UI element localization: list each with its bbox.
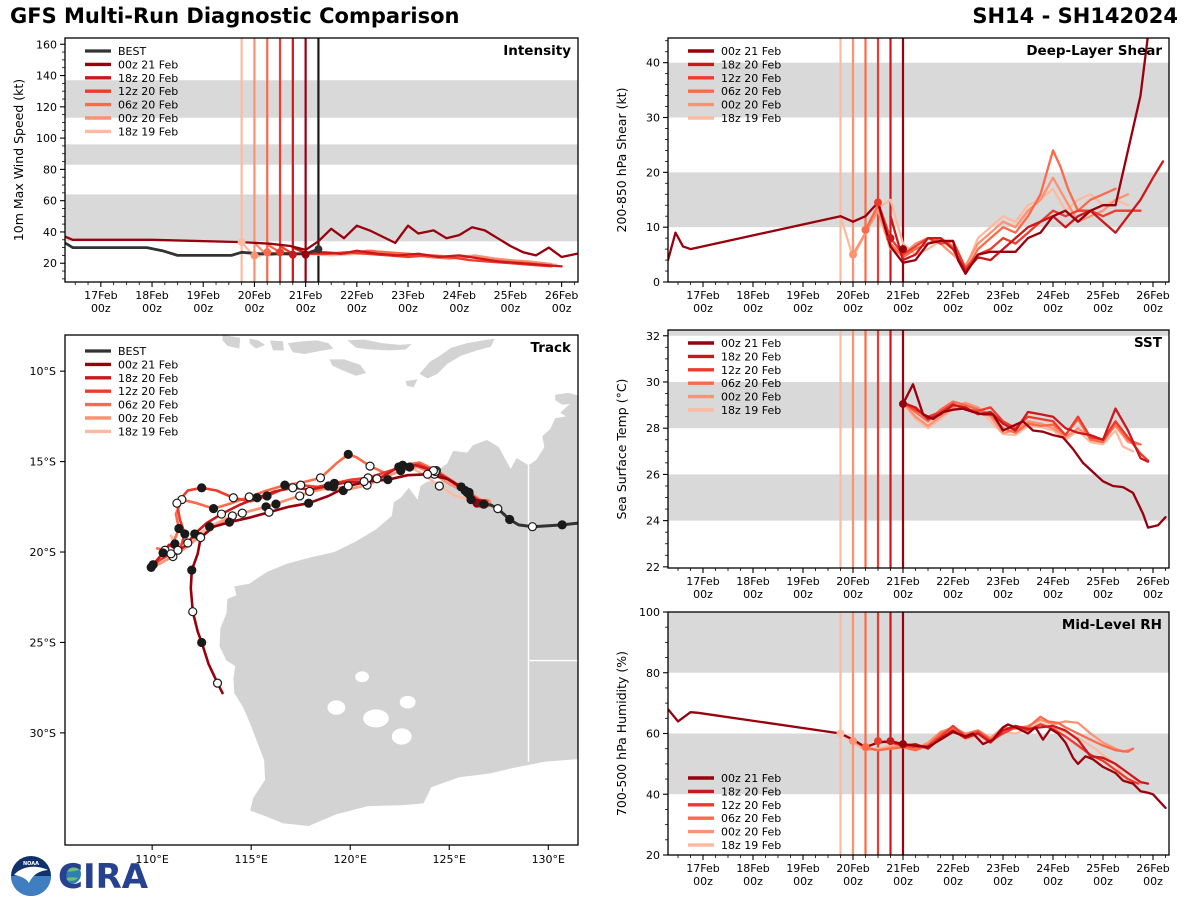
track-00z-marker [210,505,218,513]
intensity-category-band [65,194,578,241]
track-00z-marker [198,638,206,646]
track-12z-marker [229,494,237,502]
svg-text:00z: 00z [993,875,1013,888]
track-12z-marker [173,499,181,507]
deep_layer_shear-panel [614,35,1170,315]
track-00z-marker [263,492,271,500]
track-12z-marker [238,509,246,517]
svg-text:25Feb: 25Feb [1086,289,1120,302]
svg-text:60: 60 [646,727,660,741]
svg-text:00z: 00z [893,302,913,315]
svg-text:00z: 00z [743,588,763,601]
legend-label-00z20: 00z 20 Feb [118,112,179,125]
svg-text:23Feb: 23Feb [986,575,1020,588]
svg-text:40: 40 [43,225,57,239]
svg-text:15°S: 15°S [29,455,56,469]
svg-text:80: 80 [646,666,660,680]
map-area [147,335,579,826]
sst-y-label: Sea Surface Temp (°C) [614,378,629,520]
track-12z-marker [245,493,253,501]
svg-text:20°S: 20°S [29,546,56,560]
intensity-init-dot-00z21 [302,251,310,259]
svg-text:18Feb: 18Feb [135,289,169,302]
legend-label-18z19: 18z 19 Feb [118,125,179,139]
svg-text:10°S: 10°S [29,365,56,379]
svg-text:20Feb: 20Feb [836,862,870,875]
svg-text:00z: 00z [993,302,1013,315]
svg-text:00z: 00z [90,302,111,315]
svg-text:21Feb: 21Feb [886,862,920,875]
intensity-init-dot-best [314,245,322,253]
legend-label-00z20: 00z 20 Feb [721,825,782,839]
svg-text:100: 100 [36,132,57,146]
footer-logos [8,853,178,899]
svg-text:00z: 00z [943,875,963,888]
svg-text:17Feb: 17Feb [686,862,720,875]
svg-text:00z: 00z [244,302,265,315]
svg-text:25Feb: 25Feb [1086,862,1120,875]
track-00z-marker [480,500,488,508]
deep_layer_shear-category-band [668,172,1169,227]
svg-text:00z: 00z [743,875,763,888]
track-00z-marker [149,561,157,569]
landmass-8 [406,379,418,387]
legend-label-18z20: 18z 20 Feb [118,71,179,85]
svg-text:22Feb: 22Feb [936,862,970,875]
sst-category-band [668,330,1169,336]
landmass-9 [555,393,579,405]
svg-text:19Feb: 19Feb [186,289,220,302]
mid_level_rh-init-dot-06z20 [862,743,870,751]
svg-text:00z: 00z [142,302,162,315]
legend-label-18z19: 18z 19 Feb [721,839,782,852]
lake [355,671,369,682]
deep_layer_shear-init-dot-00z21 [899,245,907,253]
svg-text:18Feb: 18Feb [736,862,770,875]
track-12z-marker [289,484,297,492]
track-12z-marker [265,508,273,516]
svg-text:19Feb: 19Feb [786,862,820,875]
svg-text:00z: 00z [1093,302,1113,315]
sst-x-axis [678,568,1170,601]
legend-label-06z20: 06z 20 Feb [118,98,179,112]
sst-panel [614,330,1170,601]
track-00z-marker [206,523,214,531]
track-00z-marker [324,482,332,490]
sst-y-axis [646,330,668,574]
svg-text:26Feb: 26Feb [1136,862,1170,875]
svg-text:20Feb: 20Feb [836,575,870,588]
track-00z-marker [198,484,206,492]
svg-text:24Feb: 24Feb [1036,575,1070,588]
legend-label-00z21: 00z 21 Feb [118,58,179,72]
storm-id-title: SH14 - SH142024 [972,4,1178,28]
svg-text:23Feb: 23Feb [391,289,425,302]
track-00z-marker [272,500,280,508]
track-12z-marker [528,523,536,531]
cira-wordmark: CIRA [58,857,149,897]
svg-text:19Feb: 19Feb [786,575,820,588]
legend-label-06z20: 06z 20 Feb [721,812,782,826]
legend-label-12z20: 12z 20 Feb [721,363,782,377]
svg-text:18Feb: 18Feb [736,575,770,588]
deep_layer_shear-panel-title: Deep-Layer Shear [1026,43,1162,59]
mid_level_rh-y-label: 700-500 hPa Humidity (%) [614,650,629,817]
landmass-5 [347,340,411,351]
legend-label-06z20: 06z 20 Feb [118,398,179,412]
svg-text:30: 30 [646,111,660,125]
sst-init-dot-00z21 [899,400,907,408]
intensity-x-axis [75,282,578,315]
svg-text:00z: 00z [1143,875,1163,888]
svg-text:00z: 00z [943,588,963,601]
legend-label-12z20: 12z 20 Feb [118,385,179,399]
track-12z-marker [297,481,305,489]
deep_layer_shear-init-dot-06z20 [862,226,870,234]
track-12z-marker [366,462,374,470]
svg-text:125°E: 125°E [432,853,466,866]
legend-label-00z20: 00z 20 Feb [721,98,782,112]
svg-text:17Feb: 17Feb [84,289,118,302]
mid_level_rh-init-dot-00z20 [849,737,857,745]
svg-text:110°E: 110°E [135,853,169,866]
intensity-init-dot-06z20 [263,248,271,256]
legend-label-best: BEST [118,45,147,58]
svg-text:22Feb: 22Feb [936,575,970,588]
track-12z-marker [174,546,182,554]
svg-text:00z: 00z [893,588,913,601]
legend-label-00z21: 00z 21 Feb [721,337,782,350]
intensity-category-band [65,144,578,164]
svg-text:26: 26 [646,468,660,482]
sst-init-lines [841,330,904,568]
svg-text:23Feb: 23Feb [986,289,1020,302]
svg-text:00z: 00z [993,588,1013,601]
legend-label-00z21: 00z 21 Feb [721,772,782,785]
legend-label-18z20: 18z 20 Feb [721,785,782,799]
svg-text:30°S: 30°S [29,726,56,740]
svg-text:00z: 00z [551,302,572,315]
legend-label-18z19: 18z 19 Feb [721,404,782,417]
mid_level_rh-panel-title: Mid-Level RH [1061,617,1162,633]
intensity-legend [85,45,178,138]
svg-text:26Feb: 26Feb [1136,575,1170,588]
svg-text:23Feb: 23Feb [986,862,1020,875]
landmass-1 [223,335,241,349]
svg-text:21Feb: 21Feb [886,289,920,302]
intensity-init-dot-00z20 [250,251,258,259]
svg-text:00z: 00z [449,302,470,315]
track-00z-marker [188,566,196,574]
svg-text:00z: 00z [500,302,521,315]
lake [392,728,412,744]
lake [400,696,416,709]
svg-text:26Feb: 26Feb [1136,289,1170,302]
svg-text:00z: 00z [843,302,863,315]
svg-text:24Feb: 24Feb [442,289,476,302]
legend-label-00z21: 00z 21 Feb [721,45,782,58]
track-00z-marker [281,481,289,489]
legend-label-00z20: 00z 20 Feb [721,390,782,404]
mid_level_rh-init-dot-18z20 [887,737,895,745]
svg-text:18Feb: 18Feb [736,289,770,302]
track-12z-marker [306,487,314,495]
legend-label-12z20: 12z 20 Feb [721,71,782,85]
track-12z-marker [189,608,197,616]
landmass-6 [329,359,366,375]
track-12z-marker [317,474,325,482]
track-panel-title: Track [530,340,571,356]
svg-text:00z: 00z [1143,588,1163,601]
svg-text:130°E: 130°E [531,853,566,866]
svg-text:21Feb: 21Feb [288,289,323,302]
track-panel [30,335,579,866]
lake [363,709,389,727]
page-title: GFS Multi-Run Diagnostic Comparison [10,4,460,28]
legend-label-12z20: 12z 20 Feb [721,798,782,812]
mid_level_rh-y-axis [639,606,668,862]
svg-text:00z: 00z [793,588,813,601]
track-12z-marker [344,482,352,490]
svg-text:25°S: 25°S [29,636,56,650]
svg-text:20Feb: 20Feb [237,289,272,302]
mid_level_rh-init-dot-18z19 [837,730,845,738]
sst-category-band [668,474,1169,520]
track-00z-marker [305,499,313,507]
mid_level_rh-x-axis [678,855,1170,888]
track-12z-marker [494,505,502,513]
svg-text:160: 160 [36,38,57,52]
svg-text:00z: 00z [1043,302,1063,315]
intensity-y-axis [36,38,65,279]
svg-text:60: 60 [43,194,57,208]
track-00z-marker [181,530,189,538]
legend-label-18z20: 18z 20 Feb [721,58,782,72]
svg-text:20: 20 [646,166,660,180]
svg-text:00z: 00z [743,302,763,315]
deep_layer_shear-init-dot-00z20 [849,251,857,259]
svg-text:24Feb: 24Feb [1036,289,1070,302]
track-00z-marker [395,463,403,471]
landmass-4 [288,340,334,354]
legend-label-best: BEST [118,345,147,358]
intensity-panel [11,38,578,315]
svg-text:00z: 00z [693,302,713,315]
svg-text:21Feb: 21Feb [886,575,920,588]
cira-logo-icon [58,857,149,897]
svg-text:00z: 00z [793,875,813,888]
svg-text:00z: 00z [1093,588,1113,601]
svg-text:28: 28 [646,422,660,436]
deep_layer_shear-init-dot-18z20 [887,234,895,242]
svg-text:17Feb: 17Feb [686,289,720,302]
svg-text:00z: 00z [943,302,963,315]
legend-label-00z21: 00z 21 Feb [118,358,179,372]
svg-text:26Feb: 26Feb [544,289,579,302]
svg-text:25Feb: 25Feb [493,289,528,302]
svg-text:00z: 00z [1143,302,1163,315]
svg-text:00z: 00z [693,875,713,888]
svg-text:100: 100 [639,606,660,619]
track-00z-marker [457,483,465,491]
svg-text:80: 80 [43,163,57,177]
track-12z-marker [217,510,225,518]
track-00z-marker [225,518,233,526]
svg-text:20Feb: 20Feb [836,289,870,302]
svg-text:19Feb: 19Feb [786,289,820,302]
svg-text:30: 30 [646,375,660,389]
svg-text:00z: 00z [193,302,214,315]
track-00z-marker [344,450,352,458]
intensity-panel-title: Intensity [503,43,571,59]
svg-text:00z: 00z [893,875,913,888]
intensity-init-dot-18z19 [238,238,246,246]
svg-text:24: 24 [646,514,660,528]
svg-text:00z: 00z [843,588,863,601]
deep_layer_shear-y-label: 200-850 hPa Shear (kt) [614,87,629,233]
svg-text:40: 40 [646,788,660,802]
svg-text:32: 32 [646,329,660,343]
track-12z-marker [197,534,205,542]
intensity-y-label: 10m Max Wind Speed (kt) [11,78,26,242]
track-12z-marker [184,539,192,547]
svg-text:00z: 00z [346,302,367,315]
track-00z-marker [558,521,566,529]
lake [327,700,345,714]
legend-label-18z19: 18z 19 Feb [721,112,782,125]
svg-text:00z: 00z [693,588,713,601]
track-00z-marker [384,476,392,484]
svg-text:00z: 00z [1043,875,1063,888]
track-12z-marker [373,475,381,483]
svg-text:24Feb: 24Feb [1036,862,1070,875]
svg-text:00z: 00z [1093,875,1113,888]
deep_layer_shear-y-axis [646,41,668,289]
mid_level_rh-panel [614,606,1170,888]
landmass-2 [249,339,265,349]
landmass-7 [420,339,495,379]
track-12z-marker [360,477,368,485]
mid_level_rh-init-dot-00z21 [899,740,907,748]
svg-text:22: 22 [646,560,660,574]
track-12z-marker [214,679,222,687]
svg-text:120°E: 120°E [333,853,367,866]
legend-label-06z20: 06z 20 Feb [721,85,782,99]
svg-text:25Feb: 25Feb [1086,575,1120,588]
svg-text:17Feb: 17Feb [686,575,720,588]
svg-text:22Feb: 22Feb [340,289,374,302]
track-00z-marker [159,549,167,557]
track-00z-marker [506,515,514,523]
svg-text:00z: 00z [398,302,418,315]
legend-label-00z20: 00z 20 Feb [118,412,179,425]
svg-text:120: 120 [36,100,57,114]
track-legend [85,345,178,438]
legend-label-06z20: 06z 20 Feb [721,377,782,391]
legend-label-18z20: 18z 20 Feb [118,371,179,385]
svg-text:22Feb: 22Feb [936,289,970,302]
legend-label-18z20: 18z 20 Feb [721,350,782,364]
svg-text:00z: 00z [843,875,863,888]
deep_layer_shear-init-dot-12z20 [874,198,882,206]
track-00z-marker [253,494,261,502]
svg-text:NOAA: NOAA [22,861,40,867]
mid_level_rh-init-dot-12z20 [874,737,882,745]
svg-text:40: 40 [646,56,660,70]
svg-text:20: 20 [646,849,660,862]
svg-text:10: 10 [646,221,660,235]
intensity-init-dot-12z20 [276,248,284,256]
deep_layer_shear-x-axis [678,282,1170,315]
svg-text:0: 0 [653,276,660,289]
legend-label-18z19: 18z 19 Feb [118,425,179,439]
legend-label-12z20: 12z 20 Feb [118,85,179,99]
track-12z-marker [423,470,431,478]
svg-text:20: 20 [43,257,57,271]
track-12z-marker [296,492,304,500]
svg-text:00z: 00z [1043,588,1063,601]
track-12z-marker [435,482,443,490]
svg-text:140: 140 [36,69,57,83]
svg-text:00z: 00z [295,302,316,315]
intensity-init-dot-18z20 [289,251,297,259]
svg-text:115°E: 115°E [234,853,268,866]
svg-text:00z: 00z [793,302,813,315]
landmass-3 [270,340,284,350]
sst-panel-title: SST [1133,335,1162,351]
noaa-logo-icon [11,856,51,896]
